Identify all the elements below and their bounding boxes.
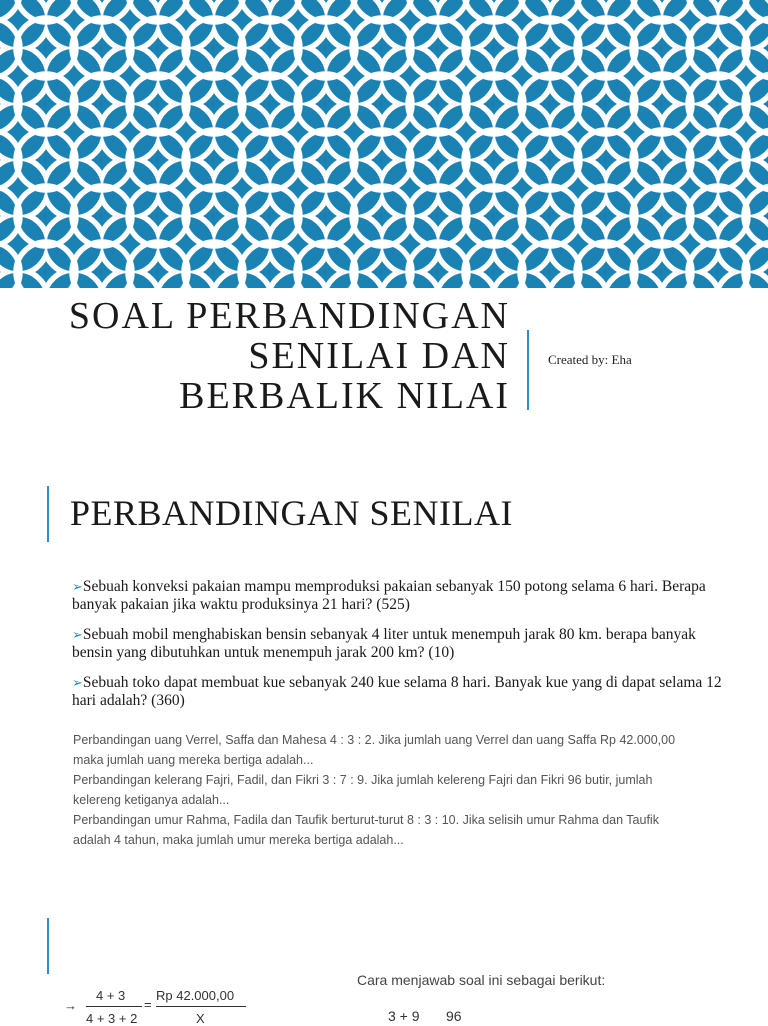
fraction-denominator-right: X: [196, 1011, 205, 1026]
list-item: ➢Sebuah konveksi pakaian mampu memproduksi pakaian sebanyak 150 potong selama 6 hari. Berapa banyak pakaian jika waktu produksinya 21 hari? (525): [72, 578, 706, 613]
slide-title: [69, 296, 510, 416]
second-fraction-numerator-right: 96: [446, 1008, 462, 1024]
solution-accent-line: [47, 918, 49, 974]
decorative-banner: [0, 0, 768, 288]
equals-sign: =: [144, 997, 152, 1012]
solution-caption: Cara menjawab soal ini sebagai berikut:: [357, 972, 606, 988]
fraction-denominator-left: 4 + 3 + 2: [86, 1011, 138, 1026]
title-line-2: SENILAI DAN: [248, 335, 510, 377]
section-accent-line: [47, 486, 49, 542]
title-line-1: SOAL PERBANDINGAN: [68, 295, 510, 337]
fraction-numerator-right: Rp 42.000,00: [156, 988, 235, 1003]
arrow-bullet-icon: ➢: [72, 627, 83, 642]
problem-text: Perbandingan umur Rahma, Fadila dan Taufik berturut-turut 8 : 3 : 10. Jika selisih umur Rahma dan Taufik adalah 4 tahun, maka jumlah umur mereka bertiga adalah...: [73, 813, 659, 847]
problem-list: [73, 730, 693, 850]
second-fraction-numerator-left: 3 + 9: [388, 1008, 420, 1024]
problem-text: Perbandingan uang Verrel, Saffa dan Mahesa 4 : 3 : 2. Jika jumlah uang Verrel dan uang Saffa Rp 42.000,00 maka jumlah uang mereka bertiga adalah...: [73, 733, 676, 767]
arrow-bullet-icon: ➢: [72, 579, 83, 594]
section-heading: PERBANDINGAN SENILAI: [70, 493, 513, 533]
title-divider: [527, 330, 529, 410]
fraction-numerator-left: 4 + 3: [96, 988, 126, 1003]
problem-text: Perbandingan kelerang Fajri, Fadil, dan Fikri 3 : 7 : 9. Jika jumlah kelereng Fajri dan Fikri 96 butir, jumlah kelereng ketiganya adalah...: [73, 773, 653, 807]
fraction-bar-left: [86, 1006, 142, 1007]
arrow-icon: →: [64, 998, 77, 1013]
fraction-bar-right: [156, 1006, 246, 1007]
list-item: ➢Sebuah toko dapat membuat kue sebanyak 240 kue selama 8 hari. Banyak kue yang di dapat selama 12 hari adalah? (360): [72, 674, 722, 709]
credit-text: Created by: Eha: [548, 352, 632, 367]
bullet-list: [72, 578, 722, 722]
list-item: ➢Sebuah mobil menghabiskan bensin sebanyak 4 liter untuk menempuh jarak 80 km. berapa banyak bensin yang dibutuhkan untuk menempuh jarak 200 km? (10): [72, 626, 696, 661]
title-line-3: BERBALIK NILAI: [179, 375, 510, 417]
arrow-bullet-icon: ➢: [72, 675, 83, 690]
